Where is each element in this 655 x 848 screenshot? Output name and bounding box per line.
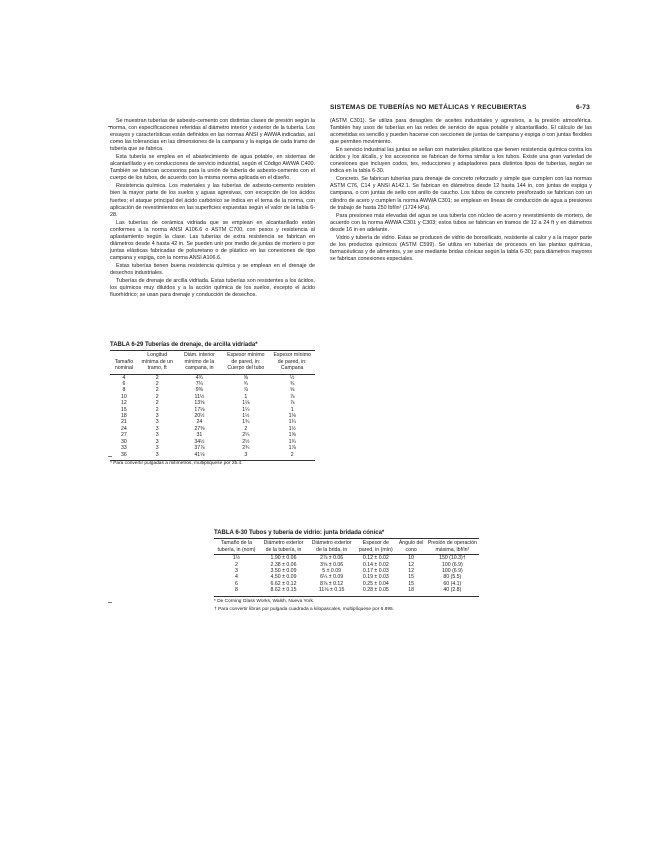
table-footnote: * De Corning Glass Works, Walsh, Nueva York. bbox=[214, 598, 315, 604]
table-cell: 2½ bbox=[242, 438, 250, 445]
table-cell: 9⅜ bbox=[195, 387, 203, 394]
table-cell: 1⅝ bbox=[288, 432, 296, 439]
table-cell: ⅝ bbox=[290, 387, 295, 394]
column-header: Diámetro exterior de la tubería, in bbox=[263, 540, 304, 553]
table-cell: 1½ bbox=[242, 413, 250, 420]
table-cell: 40 (2.8) bbox=[443, 587, 462, 594]
table-cell: 10 bbox=[121, 393, 127, 400]
left-column bbox=[110, 118, 315, 300]
table-cell: 13⅝ bbox=[194, 400, 205, 407]
table-cell: 2 bbox=[244, 425, 248, 432]
table-cell: 0.14 ± 0.02 bbox=[362, 561, 389, 568]
table-cell: 37⅞ bbox=[194, 445, 205, 452]
left-paragraph: Resistencia química. Los materiales y las tuberías de asbesto-cemento resisten bien la mayor parte de los suelos y aguas agresivas, con excepción de los ácidos fuertes; el ataque principal del ácido carbónico se indica en el tema de la norma, con aplicación de revestimientos en las superficies expuestas según el valor de la tabla 6-28. bbox=[110, 183, 315, 218]
column-header: Tamaño de la tubería, in (nom) bbox=[217, 540, 256, 553]
table-cell: 1 bbox=[290, 406, 294, 413]
table-cell: 2¾ bbox=[242, 445, 250, 452]
column-header: Ángulo del cono bbox=[398, 540, 424, 553]
column-header: Presión de operación máxima, lbf/in² bbox=[427, 540, 477, 553]
table-cell: 3.50 ± 0.09 bbox=[270, 568, 297, 575]
table-cell: 15 bbox=[408, 574, 414, 581]
table-cell: ⅞ bbox=[290, 400, 295, 407]
table-cell: ⅞ bbox=[243, 387, 248, 394]
table-cell: 31 bbox=[196, 432, 203, 439]
table-cell: 8⅞ ± 0.12 bbox=[320, 580, 344, 587]
table-cell: 3 bbox=[155, 432, 159, 439]
table-cell: 4.50 ± 0.09 bbox=[270, 574, 297, 581]
table-cell: ⅝ bbox=[243, 374, 248, 381]
table-cell: 34½ bbox=[194, 438, 205, 445]
table-cell: ½ bbox=[290, 374, 295, 381]
table-cell: 11½ bbox=[194, 393, 205, 400]
table-cell: 2 bbox=[155, 400, 159, 407]
table-cell: 8.62 ± 0.15 bbox=[270, 587, 297, 594]
table-cell: 2¼ bbox=[242, 432, 250, 439]
table-6-29 bbox=[110, 342, 315, 467]
table-cell: 0.19 ± 0.03 bbox=[362, 574, 389, 581]
table-caption: TABLA 6-29 Tuberías de drenaje, de arcilla vidriada* bbox=[110, 342, 258, 348]
table-cell: ¾ bbox=[290, 381, 295, 388]
column-header: Espesor mínimo de pared, in: Campana bbox=[273, 352, 311, 372]
table-cell: 4 bbox=[122, 374, 126, 381]
table-cell: 5 ± 0.09 bbox=[322, 568, 341, 575]
table-cell: 6¼ ± 0.09 bbox=[320, 574, 344, 581]
table-cell: 3 bbox=[244, 451, 248, 458]
table-cell: 4¾ bbox=[195, 374, 203, 381]
table-footnote: * Para convertir pulgadas a milímetros, multiplíquese por 25.4. bbox=[110, 460, 315, 467]
table-cell: 27 bbox=[121, 432, 127, 439]
table-cell: 15 bbox=[408, 580, 414, 587]
header-title: SISTEMAS DE TUBERÍAS NO METÁLICAS Y RECUBIERTAS bbox=[330, 104, 527, 111]
table-cell: 2 bbox=[155, 406, 159, 413]
left-paragraph: Las tuberías de cerámica vidriada que se emplean en alcantarillado están conformes a la norma ANSI A106.6 o ASTM C700, con pesos y resistencia al aplastamiento según la clase. Las tuberías de extra resistencia se fabrican en diámetros desde 4 hasta 42 in. Se pueden unir por medio de juntas de mortero o por juntas elásticas fabricadas de poliuretano o de plástico en las conexiones de tipo campana y espiga, con la norma ANSI A106.6. bbox=[110, 219, 315, 261]
table-cell: 3 bbox=[155, 445, 159, 452]
table-cell: 3 bbox=[235, 568, 238, 575]
left-paragraph: Tuberías de drenaje de arcilla vidriada. Estas tuberías son resistentes a los ácidos, los químicos muy diluidos y a la acción química de los suelos, excepto el ácido fluorhídrico; se usan para drenaje y conducción de desechos. bbox=[110, 278, 315, 299]
table-row bbox=[214, 555, 479, 562]
table-cell: 2 bbox=[155, 387, 159, 394]
table-cell: 1.90 ± 0.06 bbox=[270, 555, 297, 562]
margin-mark bbox=[108, 602, 112, 603]
table-cell: 33 bbox=[121, 445, 127, 452]
table-body bbox=[110, 374, 315, 458]
table-cell: 6 bbox=[235, 580, 238, 587]
column-header: Diám. interior mínimo de la campana, in bbox=[183, 352, 215, 372]
column-header: Longitud mínima de un tramo, ft bbox=[141, 352, 173, 372]
table-cell: 0.12 ± 0.02 bbox=[362, 555, 389, 562]
table-cell: 2.38 ± 0.06 bbox=[270, 561, 297, 568]
table-cell: 6.62 ± 0.12 bbox=[270, 580, 297, 587]
right-paragraph: En servicio industrial las juntas se sellan con materiales plásticos que tienen resistencia química contra los ácidos y los álcalis, y los accesorios se fabrican de forma similar a los tubos. Existe una gran variedad de conexiones que incluyen codos, tes, reducciones y adaptadores para distintos tipos de tuberías, según se indica en la tabla 6-30. bbox=[330, 147, 592, 175]
table-cell: 21 bbox=[121, 419, 127, 426]
table-cell: 18 bbox=[408, 587, 414, 594]
table-caption: TABLA 6-30 Tubos y tubería de vidrio: junta bridada cónica* bbox=[214, 530, 385, 536]
table-rule bbox=[214, 596, 479, 597]
right-paragraph: (ASTM C301). Se utiliza para desagües de aceites industriales y agresivos, a la presión atmosférica. También hay usos de tuberías en las redes de servicio de agua potable y alcantarillado. El cálculo de las acometidas es sencillo y pueden hacerse con secciones de juntas de campana y espiga o con juntas flexibles que permiten movimiento. bbox=[330, 118, 592, 146]
left-paragraph: Se muestran tuberías de asbesto-cemento con distintas clases de presión según la norma, con especificaciones referidas al diámetro interior y exterior de la tubería. Los ensayos y características están definidos en las normas ANSI y AWWA indicadas, así como las tolerancias en las dimensiones de la campana y la espiga de cada tramo de tubería que se fabrica. bbox=[110, 118, 315, 153]
table-cell: 0.17 ± 0.03 bbox=[362, 568, 389, 575]
table-cell: 1¼ bbox=[242, 406, 250, 413]
table-cell: 4 bbox=[235, 574, 238, 581]
table-cell: 1½ bbox=[232, 555, 241, 562]
table-cell: 3 bbox=[155, 438, 159, 445]
table-cell: 2 bbox=[235, 561, 238, 568]
table-cell: 24 bbox=[121, 425, 127, 432]
table-body bbox=[214, 555, 479, 594]
table-row bbox=[110, 374, 315, 381]
table-cell: 36 bbox=[121, 451, 127, 458]
table-cell: 100 (6.9) bbox=[441, 568, 463, 575]
data-table bbox=[214, 538, 479, 593]
right-paragraph: Vidrio y tubería de vidrio. Estas se producen de vidrio de borosilicato, resistente al calor y a la mayor parte de los productos químicos (ASTM C599). Se utiliza en tuberías de procesos en las plantas químicas, farmacéuticas y de alimentos, y se une mediante bridas cónicas según la tabla 6-30; para diámetros mayores se fabrican conexiones especiales. bbox=[330, 234, 592, 262]
table-row bbox=[214, 587, 479, 593]
table-cell: 1⅛ bbox=[242, 400, 250, 407]
left-paragraph: Estas tuberías tienen buena resistencia química y se emplean en el drenaje de desechos industriales. bbox=[110, 262, 315, 276]
table-cell: 2⅞ ± 0.06 bbox=[320, 555, 344, 562]
table-cell: 1¾ bbox=[288, 438, 296, 445]
table-cell: 7¼ bbox=[195, 381, 203, 388]
table-cell: 1¼ bbox=[288, 419, 296, 426]
column-header: Tamaño nominal bbox=[114, 358, 134, 372]
table-cell: 3 bbox=[155, 425, 159, 432]
table-cell: 1⅛ bbox=[288, 413, 296, 420]
table-cell: 2 bbox=[155, 381, 159, 388]
table-cell: 17⅛ bbox=[194, 406, 205, 413]
table-cell: 2 bbox=[155, 374, 159, 381]
right-column bbox=[330, 118, 592, 264]
table-cell: 10 bbox=[408, 555, 414, 562]
table-cell: 11⅛ ± 0.15 bbox=[318, 587, 345, 594]
column-header: Espesor mínimo de pared, in: Cuerpo del tubo bbox=[227, 352, 265, 372]
left-paragraph: Esta tubería se emplea en el abastecimiento de agua potable, en sistemas de alcantarillado y en conducciones de servicio industrial, según el Código AWWA C400. También se fabrican accesorios para la unión de tubería de asbesto-cemento con el cuerpo de los tubos, de acuerdo con la misma norma aplicada en el diseño. bbox=[110, 154, 315, 182]
table-cell: 1⅞ bbox=[288, 445, 296, 452]
table-cell: 3 bbox=[155, 413, 159, 420]
table-cell: 6 bbox=[122, 381, 126, 388]
table-cell: 0.28 ± 0.05 bbox=[362, 587, 389, 594]
table-cell: 1½ bbox=[288, 425, 296, 432]
table-cell: 2 bbox=[290, 451, 294, 458]
table-cell: 27⅜ bbox=[194, 425, 205, 432]
table-cell: 12 bbox=[408, 561, 414, 568]
table-cell: 15 bbox=[121, 406, 127, 413]
table-cell: 3 bbox=[155, 451, 159, 458]
table-cell: 0.25 ± 0.04 bbox=[362, 580, 389, 587]
table-cell: ¾ bbox=[243, 381, 248, 388]
table-cell: 12 bbox=[121, 400, 127, 407]
table-cell: 30 bbox=[121, 438, 127, 445]
right-paragraph: Para presiones más elevadas del agua se usa tubería con núcleo de acero y revestimiento de mortero, de acuerdo con la norma AWWA C301 y C303; estos tubos se fabrican en tramos de 12 a 24 ft y en diámetros desde 16 in en adelante. bbox=[330, 212, 592, 233]
data-table bbox=[110, 350, 315, 458]
table-cell: 20½ bbox=[194, 413, 205, 420]
table-cell: 12 bbox=[408, 568, 414, 575]
table-cell: 60 (4.1) bbox=[443, 580, 462, 587]
table-cell: 3 bbox=[155, 419, 159, 426]
table-cell: 8 bbox=[122, 387, 126, 394]
table-cell: 8 bbox=[235, 587, 238, 594]
table-cell: 3⅝ ± 0.06 bbox=[320, 561, 344, 568]
right-paragraph: Concreto. Se fabrican tuberías para drenaje de concreto reforzado y simple que cumplen con las normas ASTM C76, C14 y ANSI A142.1. Se fabrican en diámetros desde 12 hasta 144 in, con juntas de espiga y campana, o con juntas de sello con anillo de caucho. Los tubos de concreto presforzado se fabrican con un cilindro de acero y cumplen la norma AWWA C301; se emplean en líneas de conducción de agua a presiones de trabajo de hasta 250 lbf/in² (1724 kPa). bbox=[330, 176, 592, 211]
table-row bbox=[110, 452, 315, 458]
table-6-30 bbox=[214, 530, 479, 613]
column-header: Diámetro exterior de la brida, in bbox=[311, 540, 352, 553]
table-cell: 1 bbox=[244, 393, 248, 400]
table-cell: 150 (10.3)† bbox=[439, 555, 466, 562]
table-cell: 2 bbox=[155, 393, 159, 400]
table-cell: 100 (6.9) bbox=[441, 561, 463, 568]
running-header bbox=[330, 104, 590, 111]
table-cell: 41⅛ bbox=[194, 451, 205, 458]
table-cell: ⅞ bbox=[290, 393, 295, 400]
table-footnote: † Para convertir libras por pulgada cuadrada a kilopascales, multiplíquese por 6.895. bbox=[214, 607, 394, 613]
column-header: Espesor de pared, in (mín) bbox=[358, 540, 393, 553]
table-cell: 1¾ bbox=[242, 419, 250, 426]
table-cell: 24 bbox=[196, 419, 203, 426]
table-cell: 80 (5.5) bbox=[443, 574, 462, 581]
table-cell: 18 bbox=[121, 413, 127, 420]
page-number: 6-73 bbox=[576, 104, 590, 111]
